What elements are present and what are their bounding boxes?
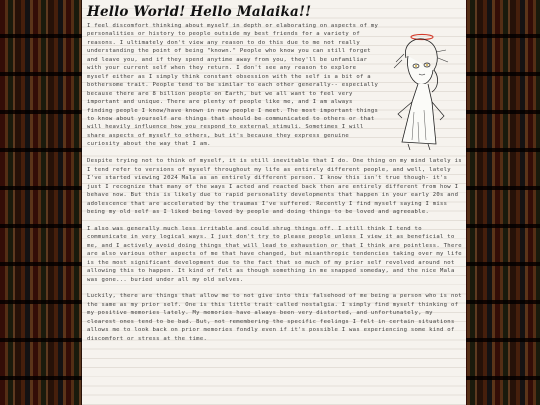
paragraph-4: Luckily, there are things that allow me to not give into this falsehood of me being a person who is not the same as my prior self. One is this little trait called nostalgia. I simply find myself thinking of my positive memories lately. My memories have always been very distorted, and unfortunately, my clearest ones tend to be bad. But, not remembering the specific feelings I felt in certain situations allows me to look back on prior memories fondly even if it's possible I was experiencing some kind of discomfort or stress at the time. — [87, 293, 462, 342]
post-title: Hello World! Hello Malaika!! — [87, 4, 312, 20]
bookshelf-background-right — [466, 0, 540, 405]
post-body — [87, 22, 463, 352]
paragraph-2: Despite trying not to think of myself, it is still inevitable that I do. One thing on my mind lately is I tend refer to versions of myself throughout my life as entirely different people, and well, lately I've started viewing 2024 Mala as an entirely different person. I know this isn't true though- it's just I recognize that many of the ways I acted and reacted back then are entirely different from how I behave now. But this is likely due to rapid personality developments that happen in your early 20s and adolescence that are accelerated by the traumas I've suffered. Recently I find myself saying I miss being my old self as I liked being loved by people and doing things to be loved and agreeable. — [87, 158, 462, 215]
bookshelf-background-left — [0, 0, 82, 405]
lined-paper-panel — [82, 0, 466, 405]
paragraph-1: I feel discomfort thinking about myself in depth or elaborating on aspects of my personalities or history to people outside my best friends for a variety of reasons. I ultimately don't view any reason to do this due to me not really understanding the point of being "known." People who know you can still forget and leave you, and if they spend anytime away from you, they'll be unfamiliar with your current self when they return. I don't see any reason to explore myself either as I simply think constant obsession with the self is a bit of a bothersome trait. People tend to be similar to each other generally-- especially because there are 8 billion people on Earth, but we all want to feel very important and unique. There are plenty of people like me, and I am always finding people I know/have known in new people I meet. The most important things to know about yourself are things that should be communicated to others or that will heavily influence how you respond to external stimuli. Sometimes I will share aspects of myself to others, but it's because they express genuine curiosity about the way that I am. — [87, 23, 379, 148]
illustration-space — [379, 22, 463, 140]
paragraph-3: I also was generally much less irritable and could shrug things off. I still think I tend to communicate in very logical ways. I just don't try to please people unless I view it as beneficial to me, and I actively avoid doing things that will lead to exhaustion or that I think are pointless. There are also various other aspects of me that have changed, but misanthropic tendencies taking over my life is the most significant development due to the fact that so much of my prior self revolved around not allowing this to happen. It kind of felt as though something in me snapped someday, and the nice Mala was gone... buried under all my old selves. — [87, 225, 462, 283]
